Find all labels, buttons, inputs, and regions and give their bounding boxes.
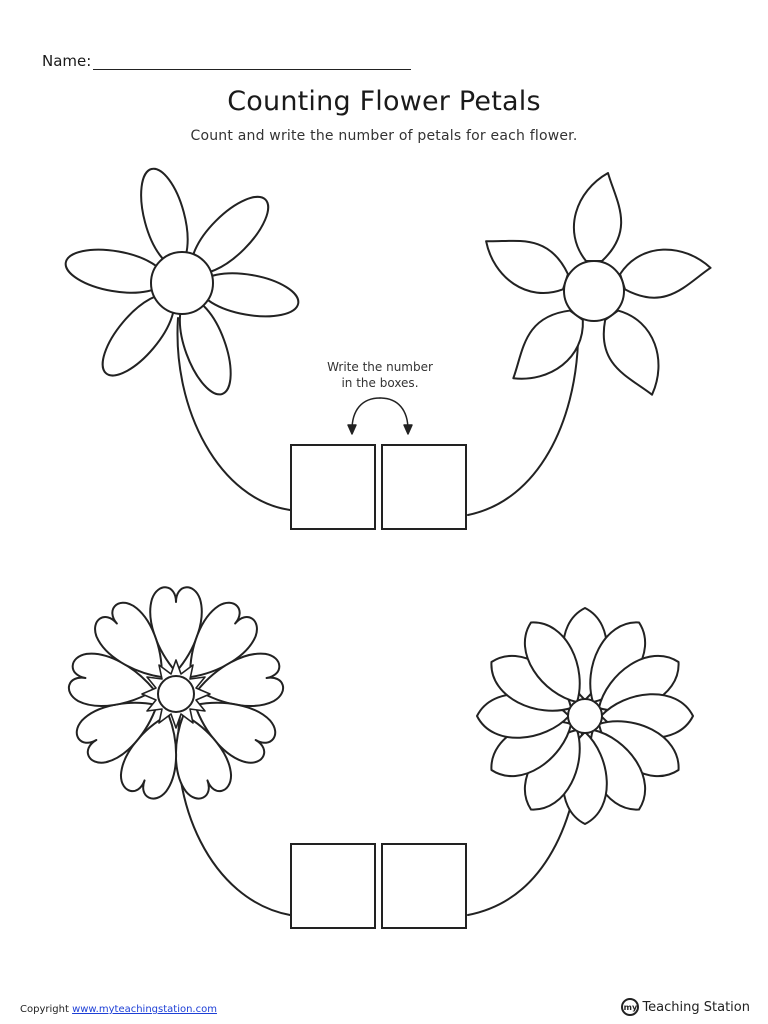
page-title: Counting Flower Petals — [227, 86, 541, 117]
flower-center — [151, 252, 213, 314]
arrow-right-head — [404, 425, 412, 434]
copyright — [20, 1004, 217, 1015]
flower-center — [564, 261, 624, 321]
brand — [621, 998, 750, 1016]
hint-line-1: Write the number — [327, 360, 433, 374]
flower-center — [158, 676, 194, 712]
name-label: Name: — [42, 52, 92, 70]
answer-box-top-left[interactable] — [290, 444, 376, 530]
flower-rounded — [62, 164, 301, 510]
hint-line-2: in the boxes. — [341, 376, 419, 390]
flower-heart — [66, 587, 290, 915]
flower-pointed — [468, 173, 715, 515]
answer-box-bottom-right[interactable] — [381, 843, 467, 929]
instructions: Count and write the number of petals for each flower. — [190, 128, 578, 144]
petal — [616, 235, 714, 307]
hint-text — [300, 359, 460, 391]
answer-box-bottom-left[interactable] — [290, 843, 376, 929]
answer-box-top-right[interactable] — [381, 444, 467, 530]
arrow-left-head — [348, 425, 356, 434]
website-link[interactable]: www.myteachingstation.com — [72, 1004, 217, 1015]
flower-center — [568, 699, 602, 733]
flower-teardrop — [468, 608, 693, 915]
petal — [476, 229, 574, 301]
petal — [574, 173, 621, 261]
copyright-label: Copyright — [20, 1004, 69, 1015]
brand-logo-icon: my — [621, 998, 639, 1016]
brand-name: Teaching Station — [642, 999, 750, 1015]
hint-arrows — [348, 398, 412, 434]
